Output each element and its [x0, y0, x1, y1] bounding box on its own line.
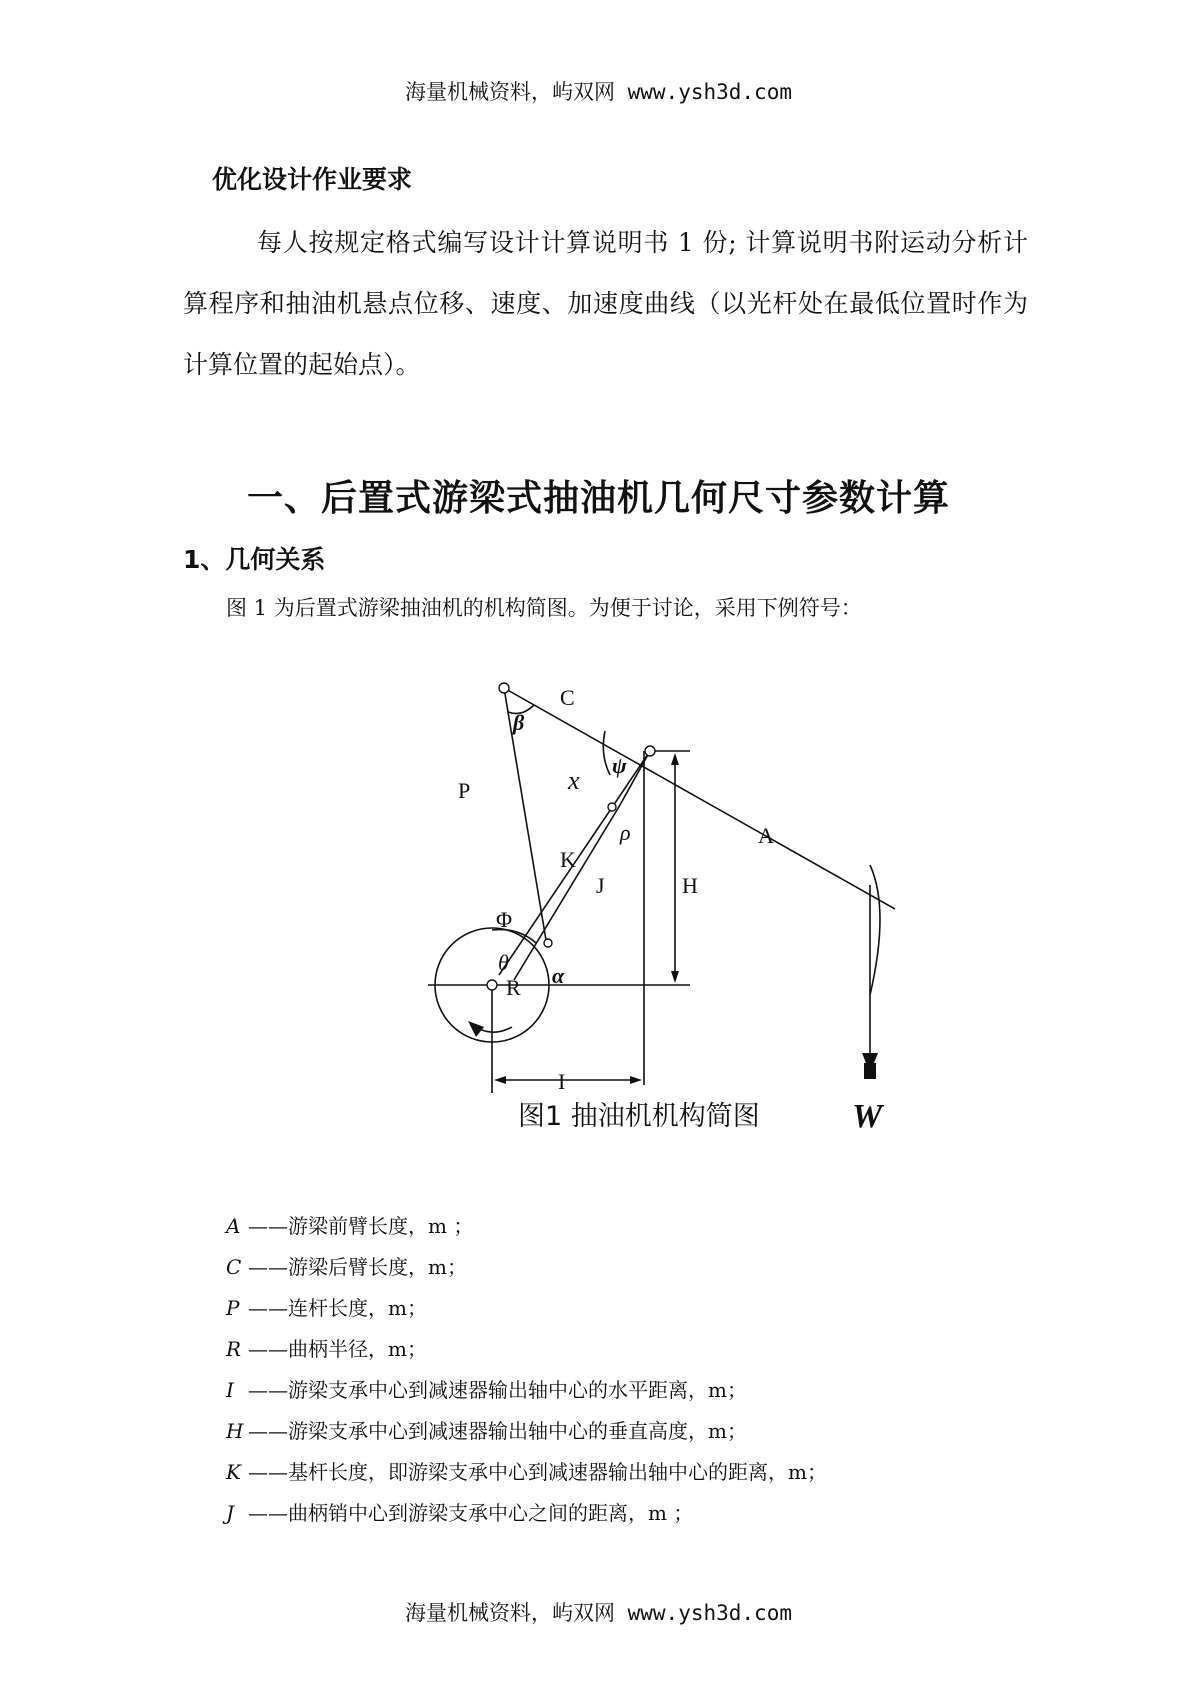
definition-text: ——游梁支承中心到减速器输出轴中心的垂直高度，m；	[248, 1419, 747, 1443]
label-theta: θ	[498, 950, 509, 975]
label-alpha: α	[552, 963, 565, 988]
label-psi: ψ	[612, 753, 627, 778]
h-arrow-bottom	[671, 971, 679, 983]
label-p: P	[458, 778, 471, 803]
crank-pin-joint	[544, 939, 552, 947]
pumpjack-mechanism-diagram	[400, 665, 960, 1145]
rotation-arrowhead	[468, 1021, 484, 1037]
label-rho: ρ	[620, 820, 631, 845]
label-j: J	[596, 873, 605, 898]
label-a: A	[758, 823, 774, 848]
definition-symbol: K	[226, 1460, 241, 1484]
load-weight-block	[864, 1063, 876, 1079]
mid-joint	[608, 803, 616, 811]
figure-caption: 图1 抽油机机构简图	[518, 1101, 760, 1132]
rod-p-line	[504, 688, 546, 940]
definition-row	[226, 1452, 827, 1493]
symbol-definitions	[226, 1206, 827, 1534]
label-beta: β	[513, 710, 525, 735]
definition-text: ——曲柄半径，m；	[248, 1337, 427, 1361]
definition-row	[226, 1329, 827, 1370]
definition-text: ——游梁前臂长度，m ；	[248, 1214, 474, 1238]
section-title: 一、后置式游梁式抽油机几何尺寸参数计算	[246, 478, 950, 519]
crank-center-joint	[487, 980, 497, 990]
label-w: W	[852, 1098, 883, 1135]
definition-text: ——游梁支承中心到减速器输出轴中心的水平距离，m；	[248, 1378, 747, 1402]
definition-symbol: I	[226, 1378, 234, 1402]
horsehead-arc	[870, 865, 880, 995]
beam-end-joint	[499, 683, 509, 693]
definition-row	[226, 1206, 827, 1247]
i-arrow-left	[494, 1076, 506, 1084]
definition-text: ——游梁后臂长度，m；	[248, 1255, 467, 1279]
definition-symbol: A	[226, 1214, 241, 1238]
definition-row	[226, 1370, 827, 1411]
label-x: x	[568, 766, 580, 795]
psi-arc	[603, 731, 610, 775]
figure-intro: 图 1 为后置式游梁抽油机的机构简图。为便于讨论，采用下例符号：	[226, 596, 862, 620]
requirements-body: 每人按规定格式编写设计计算说明书 1 份; 计算说明书附运动分析计算程序和抽油机悬点位移、速度、加速度曲线（以光杆处在最低位置时作为计算位置的起始点）。	[183, 228, 1028, 379]
definition-text: ——曲柄销中心到游梁支承中心之间的距离，m ；	[248, 1501, 694, 1525]
page-footer: 海量机械资料，屿双网 www.ysh3d.com	[404, 1601, 792, 1625]
beam-pivot-joint	[645, 746, 655, 756]
definition-symbol: C	[226, 1255, 242, 1279]
definition-symbol: R	[226, 1337, 242, 1361]
subsection-title: 1、几何关系	[183, 545, 326, 574]
h-arrow-top	[671, 753, 679, 765]
definition-symbol: J	[226, 1501, 235, 1525]
definition-row	[226, 1288, 827, 1329]
label-k: K	[560, 847, 576, 872]
page-header: 海量机械资料，屿双网 www.ysh3d.com	[404, 80, 792, 104]
requirements-title: 优化设计作业要求	[212, 165, 413, 194]
beam-line	[504, 688, 895, 909]
definition-row	[226, 1411, 827, 1452]
definition-row	[226, 1247, 827, 1288]
definition-row	[226, 1493, 827, 1534]
definition-text: ——基杆长度，即游梁支承中心到减速器输出轴中心的距离，m；	[248, 1460, 827, 1484]
label-phi: Φ	[496, 907, 513, 932]
definition-symbol: P	[226, 1296, 240, 1320]
label-h: H	[682, 873, 698, 898]
definition-symbol: H	[226, 1419, 244, 1443]
label-i: I	[558, 1069, 566, 1094]
definition-text: ——连杆长度，m；	[248, 1296, 427, 1320]
i-arrow-right	[630, 1076, 642, 1084]
label-r: R	[506, 975, 521, 1000]
label-c: C	[560, 685, 575, 710]
